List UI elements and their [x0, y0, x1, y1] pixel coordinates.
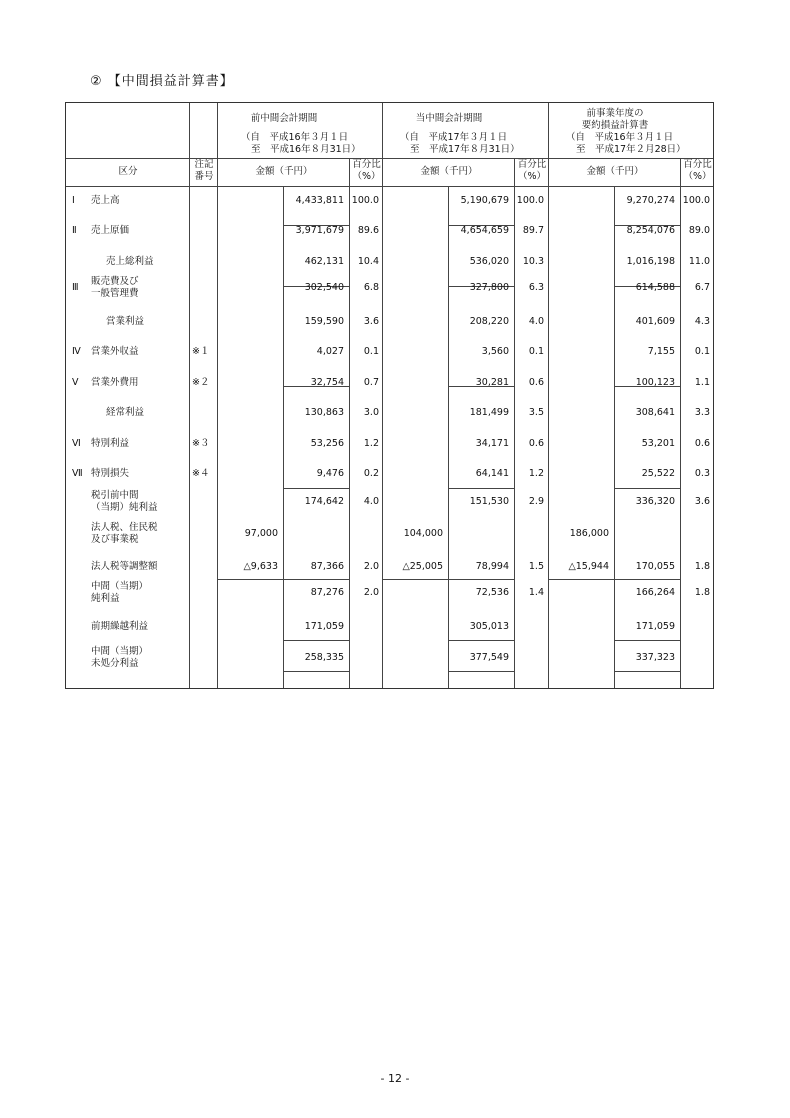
row-label: 特別損失: [91, 468, 130, 479]
row-label: 法人税等調整額: [91, 561, 158, 572]
p1-pct: 0.7: [363, 377, 379, 388]
page-number: - 12 -: [380, 1072, 410, 1085]
p1-col-pct-1: 百分比: [352, 159, 381, 170]
p1-amount: 462,131: [304, 256, 344, 267]
row-num: Ⅳ: [72, 346, 81, 357]
row-label: 中間（当期）: [91, 581, 149, 592]
row-label-2: 及び事業税: [91, 534, 139, 545]
p2-pct: 1.4: [528, 587, 544, 598]
divider: [680, 158, 681, 688]
p3-amount: 337,323: [635, 652, 675, 663]
p1-amount: 171,059: [304, 621, 344, 632]
p2-amount: 536,020: [469, 256, 509, 267]
p3-amount: 100,123: [635, 377, 675, 388]
p3-amount: 8,254,076: [626, 225, 675, 236]
p1-amount: 9,476: [316, 468, 344, 479]
p2-amount: 3,560: [481, 346, 509, 357]
p3-col-pct-1: 百分比: [683, 159, 712, 170]
p1-pct: 2.0: [363, 561, 379, 572]
p1-pct: 3.6: [363, 316, 379, 327]
p2-pct: 1.2: [528, 468, 544, 479]
p3-amount: 25,522: [641, 468, 675, 479]
subtotal-line: [614, 488, 680, 489]
divider: [349, 158, 350, 688]
row-label: 法人税、住民税: [91, 522, 158, 533]
p3-amount: 401,609: [635, 316, 675, 327]
p3-amount: 614,588: [635, 282, 675, 293]
row-label-2: 純利益: [91, 593, 120, 604]
p3-inner-amount: △15,944: [568, 561, 609, 572]
subtotal-line: [283, 488, 349, 489]
p3-pct: 1.8: [694, 561, 710, 572]
p3-amount: 7,155: [647, 346, 675, 357]
p2-pct: 4.0: [528, 316, 544, 327]
subtotal-line: [283, 640, 349, 641]
row-label: 特別利益: [91, 438, 130, 449]
p1-pct: 2.0: [363, 587, 379, 598]
p2-inner-amount: 104,000: [403, 528, 443, 539]
header-split-line: [66, 158, 713, 159]
divider: [189, 103, 190, 688]
row-label: 売上高: [91, 195, 120, 206]
col-note-1: 注記: [194, 159, 214, 170]
period3-name-1: 前事業年度の: [586, 108, 644, 119]
row-label: 販売費及び: [91, 276, 139, 287]
p1-amount: 130,863: [304, 407, 344, 418]
p1-pct: 6.8: [363, 282, 379, 293]
p2-amount: 327,800: [469, 282, 509, 293]
p1-amount: 174,642: [304, 496, 344, 507]
period1-to: 至 平成16年８月31日）: [251, 144, 361, 155]
header-bottom-line: [66, 186, 713, 187]
p2-amount: 377,549: [469, 652, 509, 663]
p1-amount: 87,276: [310, 587, 344, 598]
p2-amount: 181,499: [469, 407, 509, 418]
p3-pct: 1.8: [694, 587, 710, 598]
p2-amount: 151,530: [469, 496, 509, 507]
row-num: Ⅵ: [72, 438, 81, 449]
income-statement-table: [65, 102, 714, 689]
p1-pct: 89.6: [357, 225, 379, 236]
p3-amount: 166,264: [635, 587, 675, 598]
row-label: 売上原価: [91, 225, 130, 236]
p1-pct: 10.4: [357, 256, 379, 267]
p2-col-amount: 金額（千円）: [420, 166, 478, 177]
p1-amount: 4,027: [316, 346, 344, 357]
p1-inner-amount: △9,633: [243, 561, 278, 572]
subtotal-line: [448, 488, 514, 489]
p1-inner-amount: 97,000: [244, 528, 278, 539]
p3-amount: 9,270,274: [626, 195, 675, 206]
p2-pct: 100.0: [516, 195, 544, 206]
row-label: 営業外収益: [91, 346, 139, 357]
p3-inner-amount: 186,000: [569, 528, 609, 539]
p2-amount: 72,536: [475, 587, 509, 598]
p1-pct: 0.2: [363, 468, 379, 479]
p1-amount: 159,590: [304, 316, 344, 327]
p3-pct: 0.1: [694, 346, 710, 357]
col-category: 区分: [118, 166, 138, 177]
p3-amount: 336,320: [635, 496, 675, 507]
p1-amount: 4,433,811: [295, 195, 344, 206]
p2-col-pct-2: （%）: [517, 171, 547, 182]
p2-inner-amount: △25,005: [402, 561, 443, 572]
subtotal-line: [548, 579, 680, 580]
p1-col-amount: 金額（千円）: [255, 166, 313, 177]
p3-pct: 6.7: [694, 282, 710, 293]
p2-pct: 89.7: [522, 225, 544, 236]
subtotal-line: [614, 671, 680, 672]
row-note: ※３: [192, 438, 210, 449]
period2-to: 至 平成17年８月31日）: [410, 144, 520, 155]
divider: [514, 158, 515, 688]
p3-pct: 89.0: [688, 225, 710, 236]
row-label: 営業外費用: [91, 377, 139, 388]
p3-col-amount: 金額（千円）: [586, 166, 644, 177]
p2-pct: 10.3: [522, 256, 544, 267]
subtotal-line: [448, 640, 514, 641]
p2-pct: 6.3: [528, 282, 544, 293]
p1-amount: 87,366: [310, 561, 344, 572]
row-note: ※１: [192, 346, 210, 357]
p2-pct: 2.9: [528, 496, 544, 507]
row-num: Ⅲ: [72, 282, 79, 293]
p3-amount: 308,641: [635, 407, 675, 418]
p1-pct: 100.0: [351, 195, 379, 206]
p1-amount: 258,335: [304, 652, 344, 663]
p3-pct: 0.6: [694, 438, 710, 449]
p3-pct: 11.0: [688, 256, 710, 267]
p1-pct: 4.0: [363, 496, 379, 507]
row-label: 経常利益: [106, 407, 145, 418]
p2-col-pct-1: 百分比: [517, 159, 547, 170]
p1-pct: 0.1: [363, 346, 379, 357]
p3-pct: 100.0: [682, 195, 710, 206]
divider: [548, 103, 549, 688]
period2-name: 当中間会計期間: [415, 113, 483, 124]
row-num: Ⅴ: [72, 377, 79, 388]
p2-amount: 4,654,659: [460, 225, 509, 236]
subtotal-line: [283, 671, 349, 672]
p2-amount: 34,171: [475, 438, 509, 449]
p3-pct: 3.3: [694, 407, 710, 418]
row-label: 営業利益: [106, 316, 145, 327]
period3-name-2: 要約損益計算書: [581, 120, 649, 131]
p1-amount: 32,754: [310, 377, 344, 388]
p2-amount: 64,141: [475, 468, 509, 479]
p3-amount: 1,016,198: [626, 256, 675, 267]
col-note-2: 番号: [194, 171, 214, 182]
p1-col-pct-2: （%）: [352, 171, 381, 182]
subtotal-line: [217, 579, 349, 580]
p3-amount: 171,059: [635, 621, 675, 632]
row-label: 前期繰越利益: [91, 621, 149, 632]
p2-pct: 3.5: [528, 407, 544, 418]
divider: [217, 103, 218, 688]
period2-from: （自 平成17年３月１日: [400, 132, 508, 143]
row-label-2: （当期）純利益: [91, 502, 158, 513]
p2-pct: 0.6: [528, 438, 544, 449]
row-num: Ⅰ: [72, 195, 75, 206]
row-label-2: 一般管理費: [91, 288, 139, 299]
period1-from: （自 平成16年３月１日: [241, 132, 349, 143]
row-note: ※４: [192, 468, 210, 479]
p2-amount: 78,994: [475, 561, 509, 572]
subtotal-line: [448, 671, 514, 672]
row-label-2: 未処分利益: [91, 658, 139, 669]
subtotal-line: [614, 640, 680, 641]
p2-amount: 305,013: [469, 621, 509, 632]
p3-pct: 0.3: [694, 468, 710, 479]
row-note: ※２: [192, 377, 210, 388]
period1-name: 前中間会計期間: [250, 113, 318, 124]
p2-amount: 208,220: [469, 316, 509, 327]
subtotal-line: [382, 579, 514, 580]
p3-pct: 1.1: [694, 377, 710, 388]
p3-pct: 4.3: [694, 316, 710, 327]
p2-pct: 0.1: [528, 346, 544, 357]
p3-amount: 170,055: [635, 561, 675, 572]
p2-amount: 5,190,679: [460, 195, 509, 206]
p1-pct: 3.0: [363, 407, 379, 418]
period3-to: 至 平成17年２月28日）: [576, 144, 686, 155]
row-label: 税引前中間: [91, 490, 139, 501]
row-num: Ⅶ: [72, 468, 83, 479]
page-title: ② 【中間損益計算書】: [90, 74, 234, 89]
row-num: Ⅱ: [72, 225, 77, 236]
p2-amount: 30,281: [475, 377, 509, 388]
p2-pct: 0.6: [528, 377, 544, 388]
p3-pct: 3.6: [694, 496, 710, 507]
p1-amount: 3,971,679: [295, 225, 344, 236]
p2-pct: 1.5: [528, 561, 544, 572]
p3-amount: 53,201: [641, 438, 675, 449]
row-label: 売上総利益: [106, 256, 154, 267]
p1-pct: 1.2: [363, 438, 379, 449]
row-label: 中間（当期）: [91, 646, 149, 657]
p1-amount: 53,256: [310, 438, 344, 449]
p3-col-pct-2: （%）: [683, 171, 712, 182]
p1-amount: 302,540: [304, 282, 344, 293]
period3-from: （自 平成16年３月１日: [566, 132, 674, 143]
divider: [382, 103, 383, 688]
